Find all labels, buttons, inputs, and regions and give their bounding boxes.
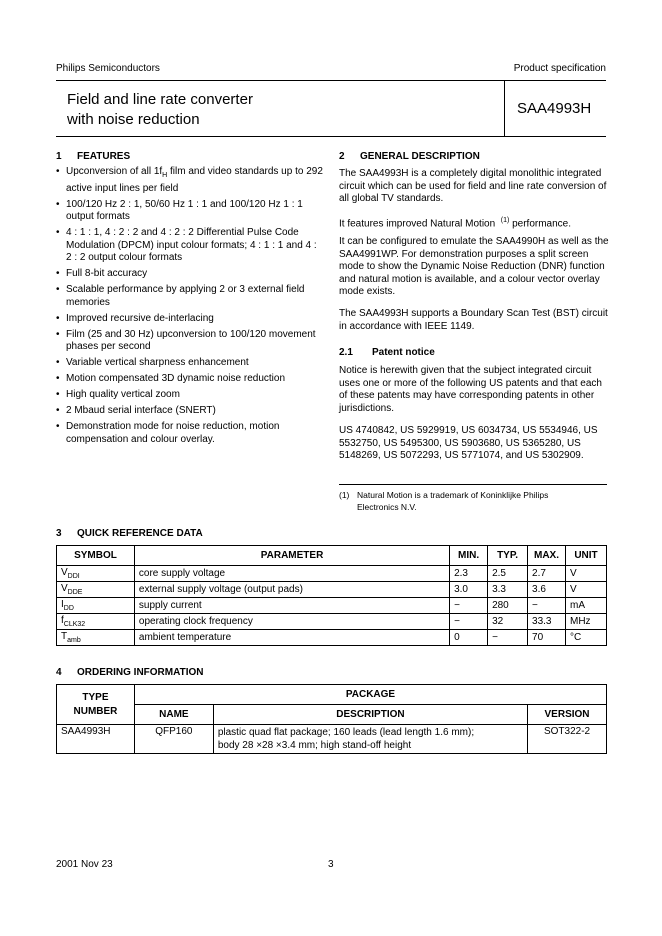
cell-min: − <box>450 614 488 630</box>
col-type-number: TYPE NUMBER <box>57 685 135 725</box>
general-heading <box>339 151 480 162</box>
general-para-2: It features improved Natural Motion $^{(1)}$ performance. <box>339 217 572 230</box>
general-para-3: It can be configured to emulate the SAA4990H as well as the SAA4991WP. For demonstration purposes a split screen mode to show the Dynamic Noise Reduction (DNR) function and natural motion is available, and a colour vector overlay mode exists. <box>339 236 609 297</box>
cell-symbol: $I_{DD}$ <box>57 598 135 614</box>
features-heading <box>56 151 130 162</box>
patent-para-1: Notice is herewith given that the subject integrated circuit uses one or more of the following US patents and that each of these patents may have corresponding patents in other jurisdictions. <box>339 365 602 414</box>
cell-max: − <box>528 598 566 614</box>
cell-symbol: $V_{DDI}$ <box>57 566 135 582</box>
cell-typ: 2.5 <box>488 566 528 582</box>
footnote <box>339 489 607 513</box>
cell-parameter: supply current <box>134 598 449 614</box>
patent-title: Patent notice <box>372 347 435 358</box>
cell-description: plastic quad flat package; 160 leads (lead length 1.6 mm); body 28 ×28 ×3.4 mm; high stand-off height <box>213 725 527 754</box>
patent-para-2: US 4740842, US 5929919, US 6034734, US 5534946, US 5532750, US 5495300, US 5903680, US 5365280, US 5148269, US 5072293, US 5771074, and US 5302909. <box>339 425 598 461</box>
patent-heading <box>339 347 435 358</box>
general-num: 2 <box>339 151 345 162</box>
part-number: SAA4993H <box>517 100 592 117</box>
table-header-row <box>57 685 607 705</box>
table-row <box>57 630 607 646</box>
col-unit: UNIT <box>566 546 607 566</box>
col-package: PACKAGE <box>134 685 606 705</box>
qrd-num: 3 <box>56 528 62 539</box>
cell-typ: 32 <box>488 614 528 630</box>
feature-item: • Film (25 and 30 Hz) upconversion to 100/120 movement phases per second <box>56 328 316 352</box>
table-header-row <box>57 546 607 566</box>
cell-min: 0 <box>450 630 488 646</box>
cell-parameter: operating clock frequency <box>134 614 449 630</box>
table-row <box>57 566 607 582</box>
cell-symbol: $V_{DDE}$ <box>57 582 135 598</box>
table-row <box>57 725 607 754</box>
cell-max: 3.6 <box>528 582 566 598</box>
header-bottom-rule <box>56 136 606 137</box>
ordering-heading <box>56 667 203 678</box>
cell-typ: − <box>488 630 528 646</box>
cell-max: 70 <box>528 630 566 646</box>
general-title: GENERAL DESCRIPTION <box>360 151 480 162</box>
cell-unit: mA <box>566 598 607 614</box>
cell-typ: 280 <box>488 598 528 614</box>
ordering-title: ORDERING INFORMATION <box>77 667 204 678</box>
footnote-text: Natural Motion is a trademark of Koninklijke Philips Electronics N.V. <box>357 490 549 512</box>
doc-title <box>67 90 253 130</box>
cell-parameter: ambient temperature <box>134 630 449 646</box>
patent-num: 2.1 <box>339 347 353 358</box>
feature-item: • Full 8-bit accuracy <box>56 268 148 279</box>
doc-title-line2: with noise reduction <box>67 111 200 128</box>
footnote-rule <box>339 484 607 485</box>
cell-typ: 3.3 <box>488 582 528 598</box>
feature-item: • Variable vertical sharpness enhancement <box>56 357 249 368</box>
feature-item: • Demonstration mode for noise reduction, motion compensation and colour overlay. <box>56 421 280 445</box>
table-row <box>57 598 607 614</box>
quick-reference-table <box>56 545 607 646</box>
general-para-4: The SAA4993H supports a Boundary Scan Test (BST) circuit in accordance with IEEE 1149. <box>339 308 608 332</box>
features-title: FEATURES <box>77 151 131 162</box>
cell-unit: V <box>566 582 607 598</box>
col-typ: TYP. <box>488 546 528 566</box>
cell-type: SAA4993H <box>57 725 135 754</box>
table-header-row <box>57 705 607 725</box>
table-row <box>57 614 607 630</box>
feature-item: • Upconversion of all $1f_H$ film and video standards up to 292 active input lines per field <box>56 166 323 194</box>
cell-symbol: $f_{CLK32}$ <box>57 614 135 630</box>
doc-type: Product specification <box>513 63 606 74</box>
cell-min: 3.0 <box>450 582 488 598</box>
qrd-title: QUICK REFERENCE DATA <box>77 528 203 539</box>
feature-item: • Improved recursive de-interlacing <box>56 312 214 324</box>
cell-name: QFP160 <box>134 725 213 754</box>
feature-item: • Scalable performance by applying 2 or 3 external field memories <box>56 284 305 308</box>
header-divider <box>504 80 505 136</box>
features-num: 1 <box>56 151 62 162</box>
cell-unit: V <box>566 566 607 582</box>
col-description: DESCRIPTION <box>213 705 527 725</box>
feature-item: • Motion compensated 3D dynamic noise reduction <box>56 373 286 384</box>
cell-min: − <box>450 598 488 614</box>
col-symbol: SYMBOL <box>57 546 135 566</box>
company-name: Philips Semiconductors <box>56 63 160 74</box>
feature-item: • 100/120 Hz 2 : 1, 50/60 Hz 1 : 1 and 100/120 Hz 1 : 1 output formats <box>56 198 303 222</box>
ordering-num: 4 <box>56 667 62 678</box>
header-top-rule <box>56 80 606 81</box>
col-name: NAME <box>134 705 213 725</box>
feature-item: • High quality vertical zoom <box>56 389 180 400</box>
col-min: MIN. <box>450 546 488 566</box>
page-number: 3 <box>328 859 334 870</box>
ordering-table <box>56 684 607 754</box>
footnote-mark: (1) <box>339 490 350 500</box>
feature-item: • 4 : 1 : 1, 4 : 2 : 2 and 4 : 2 : 2 Differential Pulse Code Modulation (DPCM) input colour formats; 4 : 1 : 1 and 4 : 2 : 2 output colour formats <box>56 227 317 263</box>
cell-max: 33.3 <box>528 614 566 630</box>
cell-unit: °C <box>566 630 607 646</box>
footer-date: 2001 Nov 23 <box>56 859 113 870</box>
features-list <box>56 166 324 450</box>
col-max: MAX. <box>528 546 566 566</box>
cell-symbol: $T_{amb}$ <box>57 630 135 646</box>
feature-item: • 2 Mbaud serial interface (SNERT) <box>56 405 216 416</box>
col-parameter: PARAMETER <box>134 546 449 566</box>
cell-parameter: core supply voltage <box>134 566 449 582</box>
doc-title-line1: Field and line rate converter <box>67 91 253 108</box>
cell-version: SOT322-2 <box>528 725 607 754</box>
table-row <box>57 582 607 598</box>
cell-min: 2.3 <box>450 566 488 582</box>
col-version: VERSION <box>528 705 607 725</box>
qrd-heading <box>56 528 203 539</box>
general-para-1: The SAA4993H is a completely digital monolithic integrated circuit which can be used for field and line rate conversion of all global TV standards. <box>339 168 607 204</box>
cell-parameter: external supply voltage (output pads) <box>134 582 449 598</box>
cell-max: 2.7 <box>528 566 566 582</box>
cell-unit: MHz <box>566 614 607 630</box>
